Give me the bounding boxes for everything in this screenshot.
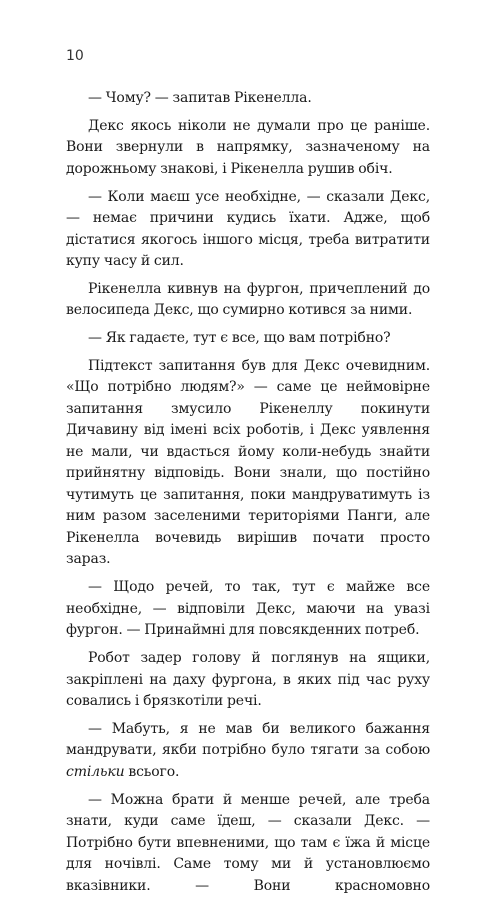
paragraph: — Можна брати й менше речей, але треба знати, куди саме їдеш, — сказали Декс. — Потрібно бути впевненими, що там є їжа й місце для ночівлі. Саме тому ми й установлюємо вказівники. — Вони красномовно xyxy=(66,791,430,894)
paragraph: — Як гадаєте, тут є все, що вам потрібно? xyxy=(88,330,391,347)
paragraph: Рікенелла кивнув на фургон, причеплений до велосипеда Декс, що сумирно котився за ними. xyxy=(66,280,430,319)
paragraph: — Щодо речей, то так, тут є майже все необхідне, — відповіли Декс, маючи на увазі фургон. — Принаймні для повсякденних потреб. xyxy=(66,579,430,639)
body-text xyxy=(66,88,430,897)
paragraph: Декс якось ніколи не думали про це раніше. Вони звернули в напрямку, зазначеному на дорожньому знакові, і Рікенелла рушив обіч. xyxy=(66,117,430,177)
page-number: 10 xyxy=(66,48,84,64)
paragraph-with-emphasis xyxy=(66,719,430,784)
paragraph: — Коли маєш усе необхідне, — сказали Декс, — немає причини кудись їхати. Адже, щоб дістатися якогось іншого місця, треба витратити купу часу й сил. xyxy=(66,188,430,270)
emphasized-word: стільки xyxy=(66,763,125,780)
text-run: всього. xyxy=(124,763,180,780)
paragraph: Робот задер голову й поглянув на ящики, закріплені на даху фургона, в яких під час руху совались і брязкотіли речі. xyxy=(66,650,430,710)
paragraph: — Чому? — запитав Рікенелла. xyxy=(88,90,312,106)
text-run: — Мабуть, я не мав би великого бажання мандрувати, якби потрібно було тягати за собою xyxy=(66,720,430,759)
paragraph: Підтекст запитання був для Декс очевидним. «Що потрібно людям?» — саме це неймовірне запитання змусило Рікенеллу покинути Дичавину від імені всіх роботів, і Декс уявлення не мали, чи вдасться йому коли-небудь знайти прийнятну відповідь. Вони знали, що постійно чутимуть це запитання, поки мандруватимуть із ним разом заселеними територіями Панги, але Рікенелла вочевидь вирішив почати просто зараз. xyxy=(66,357,430,568)
